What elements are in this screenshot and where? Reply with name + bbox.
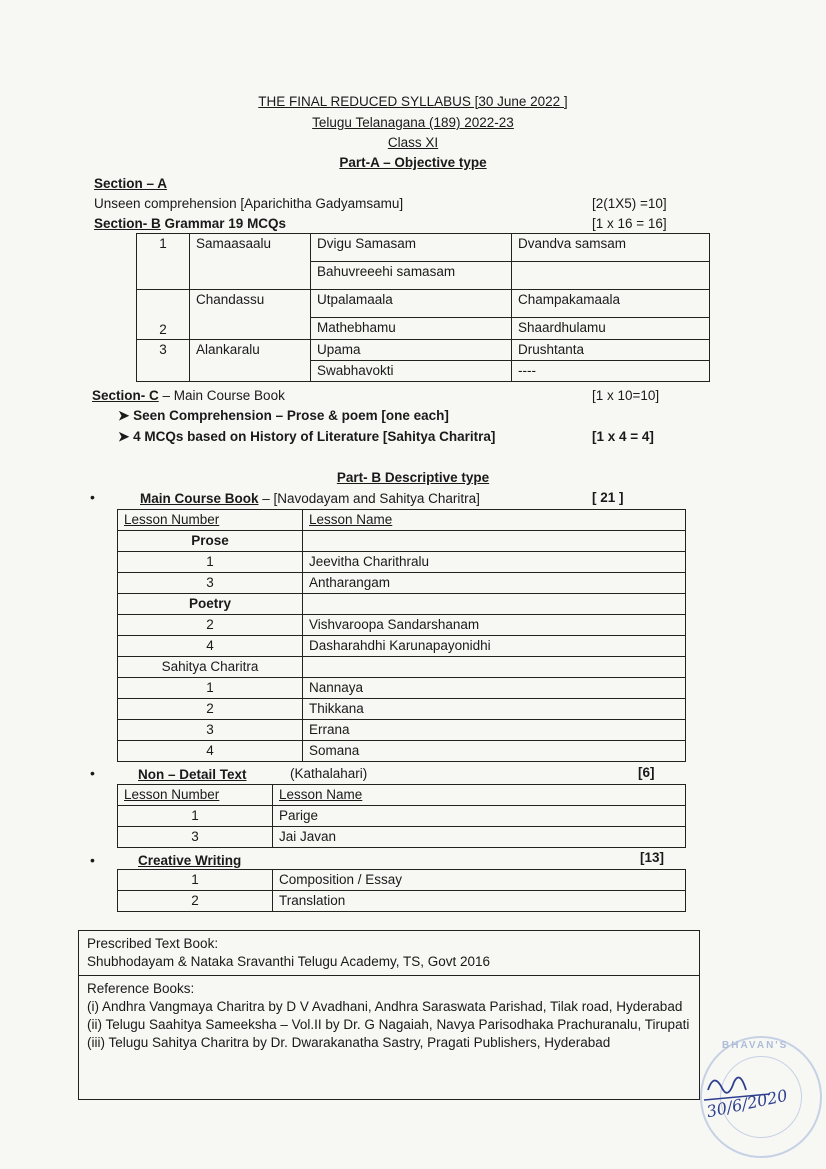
- table-cell: Mathebhamu: [311, 318, 512, 340]
- class-line: Class XI: [387, 135, 439, 150]
- col-header-lesson-name: Lesson Name: [303, 510, 686, 531]
- table-cell: Dvandva samsam: [512, 234, 710, 262]
- table-cell: Samaasaalu: [190, 234, 311, 290]
- books-box: [78, 930, 700, 1100]
- non-detail-title: Non – Detail Text: [138, 767, 247, 782]
- table-row: [118, 657, 686, 678]
- section-b-label-rest: Grammar 19 MCQs: [160, 216, 287, 231]
- main-course-book-heading: [140, 491, 480, 506]
- main-course-table: [117, 509, 686, 762]
- part-b-heading: Part- B Descriptive type: [336, 470, 490, 485]
- table-cell: Nannaya: [303, 678, 686, 699]
- table-cell: 1: [137, 234, 190, 290]
- section-c-item-1-text: Seen Comprehension – Prose & poem [one each]: [133, 408, 449, 423]
- table-cell: Somana: [303, 741, 686, 762]
- section-a-marks: [2(1X5) =10]: [592, 196, 667, 211]
- section-c-item-2: [118, 429, 495, 445]
- mcb-rest: – [Navodayam and Sahitya Charitra]: [258, 491, 480, 506]
- table-cell: Swabhavokti: [311, 361, 512, 382]
- table-cell: Utpalamaala: [311, 290, 512, 318]
- mcb-marks: [ 21 ]: [592, 490, 624, 505]
- table-cell: Parige: [273, 806, 686, 827]
- table-cell: 2: [118, 615, 303, 636]
- table-cell: Drushtanta: [512, 340, 710, 361]
- section-c-heading: [92, 388, 285, 403]
- part-a-heading: Part-A – Objective type: [339, 155, 487, 170]
- table-cell: Vishvaroopa Sandarshanam: [303, 615, 686, 636]
- table-cell: Dasharahdhi Karunapayonidhi: [303, 636, 686, 657]
- table-cell: 3: [137, 340, 190, 382]
- table-row: [118, 636, 686, 657]
- table-row: [118, 720, 686, 741]
- table-row: [118, 615, 686, 636]
- section-a-text: Unseen comprehension [Aparichitha Gadyamsamu]: [94, 196, 404, 211]
- section-a-heading: Section – A: [94, 176, 168, 191]
- table-row: [118, 552, 686, 573]
- document-title: THE FINAL REDUCED SYLLABUS [30 June 2022 ]: [258, 94, 568, 109]
- table-row: [118, 827, 686, 848]
- section-c-label: Section- C: [92, 388, 159, 403]
- table-row: [118, 510, 686, 531]
- bullet-icon: •: [90, 489, 95, 505]
- grammar-table: [136, 233, 710, 382]
- section-b-label: Section- B: [94, 216, 161, 231]
- arrow-bullet-icon: ➤: [118, 429, 130, 444]
- creative-writing-marks: [13]: [640, 850, 665, 865]
- col-header-lesson-number: Lesson Number: [118, 785, 273, 806]
- table-row: [118, 573, 686, 594]
- non-detail-book: (Kathalahari): [290, 766, 368, 781]
- table-cell: Dvigu Samasam: [311, 234, 512, 262]
- mcb-title: Main Course Book: [140, 491, 259, 506]
- section-c-marks: [1 x 10=10]: [592, 388, 660, 403]
- table-cell: Translation: [273, 891, 686, 912]
- table-cell: Composition / Essay: [273, 870, 686, 891]
- reference-book-3: (iii) Telugu Sahitya Charitra by Dr. Dwarakanatha Sastry, Pragati Publishers, Hyderabad: [87, 1035, 611, 1050]
- table-row: [118, 891, 686, 912]
- table-cell: 4: [118, 741, 303, 762]
- table-cell: 2: [137, 290, 190, 340]
- table-cell: Errana: [303, 720, 686, 741]
- table-cell: Thikkana: [303, 699, 686, 720]
- table-cell: [303, 657, 686, 678]
- table-cell: Jeevitha Charithralu: [303, 552, 686, 573]
- table-cell: [512, 262, 710, 290]
- non-detail-table: [117, 784, 686, 848]
- table-cell: 1: [118, 870, 273, 891]
- section-b-heading: [94, 216, 286, 231]
- table-cell: ----: [512, 361, 710, 382]
- table-cell: Antharangam: [303, 573, 686, 594]
- table-cell: Sahitya Charitra: [118, 657, 303, 678]
- signature: [700, 1060, 810, 1133]
- reference-book-2: (ii) Telugu Saahitya Sameeksha – Vol.II by Dr. G Nagaiah, Navya Parisodhaka Prachuranalu, Tirupati: [87, 1017, 690, 1032]
- table-cell: 3: [118, 573, 303, 594]
- table-row: [118, 741, 686, 762]
- table-cell: Champakamaala: [512, 290, 710, 318]
- table-cell: Poetry: [118, 594, 303, 615]
- table-row: [118, 870, 686, 891]
- creative-writing-title: Creative Writing: [138, 853, 242, 868]
- table-cell: Alankaralu: [190, 340, 311, 382]
- non-detail-marks: [6]: [638, 765, 655, 780]
- table-cell: 4: [118, 636, 303, 657]
- table-cell: Prose: [118, 531, 303, 552]
- section-c-label-rest: – Main Course Book: [158, 388, 285, 403]
- table-cell: 1: [118, 678, 303, 699]
- table-row: [137, 290, 710, 318]
- table-cell: 3: [118, 720, 303, 741]
- table-row: [118, 531, 686, 552]
- signature-date: 30/6/2020: [704, 1085, 790, 1122]
- table-cell: 3: [118, 827, 273, 848]
- col-header-lesson-number: Lesson Number: [118, 510, 303, 531]
- reference-book-1: (i) Andhra Vangmaya Charitra by D V Avadhani, Andhra Saraswata Parishad, Tilak road, Hyderabad: [87, 999, 683, 1014]
- prescribed-book: Shubhodayam & Nataka Sravanthi Telugu Academy, TS, Govt 2016: [87, 954, 490, 969]
- table-row: [137, 340, 710, 361]
- table-row: [118, 806, 686, 827]
- section-c-item-2-marks: [1 x 4 = 4]: [592, 429, 654, 444]
- section-c-item-1: [118, 408, 449, 424]
- table-cell: Upama: [311, 340, 512, 361]
- table-cell: 1: [118, 806, 273, 827]
- stamp-text: BHAVAN'S: [722, 1040, 789, 1051]
- table-row: [118, 678, 686, 699]
- table-cell: 1: [118, 552, 303, 573]
- bullet-icon: •: [90, 852, 95, 868]
- arrow-bullet-icon: ➤: [118, 408, 130, 423]
- table-cell: Bahuvreeehi samasam: [311, 262, 512, 290]
- table-cell: 2: [118, 891, 273, 912]
- table-cell: 2: [118, 699, 303, 720]
- table-cell: Jai Javan: [273, 827, 686, 848]
- bullet-icon: •: [90, 765, 95, 781]
- table-row: [137, 234, 710, 262]
- table-row: [118, 785, 686, 806]
- creative-writing-table: [117, 869, 686, 912]
- table-row: [118, 594, 686, 615]
- table-cell: Shaardhulamu: [512, 318, 710, 340]
- prescribed-label: Prescribed Text Book:: [87, 936, 219, 951]
- reference-label: Reference Books:: [87, 981, 195, 996]
- section-b-marks: [1 x 16 = 16]: [592, 216, 667, 231]
- table-row: [118, 699, 686, 720]
- table-cell: [303, 531, 686, 552]
- subject-line: Telugu Telanagana (189) 2022-23: [312, 115, 514, 130]
- table-cell: Chandassu: [190, 290, 311, 340]
- table-cell: [303, 594, 686, 615]
- section-c-item-2-text: 4 MCQs based on History of Literature [Sahitya Charitra]: [133, 429, 496, 444]
- col-header-lesson-name: Lesson Name: [273, 785, 686, 806]
